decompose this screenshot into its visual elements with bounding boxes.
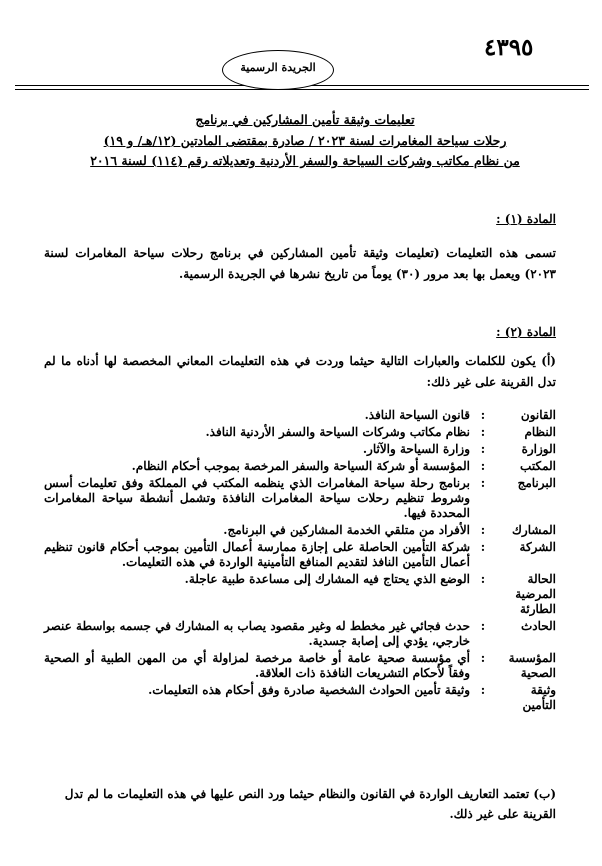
definition-row: الشركة : شركة التأمين الحاصلة على إجازة ممارسة أعمال التأمين بموجب أحكام قانون تنظيم أعمال التأمين النافذ لتقديم المنافع التأمينية الواردة في هذه التعليمات. bbox=[44, 540, 556, 569]
definition-term: الوزارة bbox=[521, 442, 556, 456]
definition-row: الحالة المرضية الطارئة : الوضع الذي يحتاج فيه المشارك إلى مساعدة طبية عاجلة. bbox=[44, 570, 556, 617]
definition-text: شركة التأمين الحاصلة على إجازة ممارسة أعمال التأمين بموجب أحكام قانون تنظيم أعمال التأمين النافذ لتقديم المنافع التأمينية الواردة في هذه التعليمات. bbox=[44, 540, 471, 569]
definition-row: الوزارة : وزارة السياحة والآثار. bbox=[44, 440, 556, 457]
article-2-heading: المادة (٢) : bbox=[496, 325, 556, 339]
definition-row: المؤسسة الصحية : أي مؤسسة صحية عامة أو خاصة مرخصة لمزاولة أي من المهن الطبية أو الصحية وفقاً لأحكام التشريعات النافذة ذات العلاقة. bbox=[44, 651, 556, 680]
document-title-line-3: من نظام مكاتب وشركات السياحة والسفر الأردنية وتعديلاته رقم (١١٤) لسنة ٢٠١٦ bbox=[90, 153, 520, 168]
definition-text: المؤسسة أو شركة السياحة والسفر المرخصة بموجب أحكام النظام. bbox=[131, 459, 470, 473]
definition-term: البرنامج bbox=[517, 476, 556, 490]
article-2-intro: (أ) يكون للكلمات والعبارات التالية حيثما وردت في هذه التعليمات المعاني المخصصة لها أدناه ما لم تدل القرينة على غير ذلك: bbox=[44, 354, 556, 389]
header-rule-bottom bbox=[15, 89, 589, 90]
definition-row: القانون : قانون السياحة النافذ. bbox=[44, 406, 556, 423]
gazette-seal bbox=[222, 50, 334, 90]
definition-text: برنامج رحلة سياحة المغامرات الذي ينظمه المكتب في المملكة وفق تعليمات أسس وشروط تنظيم رحلات سياحة المغامرات النافذة وتشمل أنشطة سياحة المغامرات المحددة فيها. bbox=[44, 476, 470, 520]
definition-term: المكتب bbox=[520, 459, 556, 473]
definition-term: وثيقة التأمين bbox=[522, 683, 556, 712]
definition-term: النظام bbox=[524, 425, 556, 439]
gazette-name: الجريدة الرسمية bbox=[240, 60, 316, 74]
page-number: ٤٣٩٥ bbox=[484, 34, 534, 61]
definition-term: الحالة المرضية الطارئة bbox=[515, 572, 556, 616]
definition-text: نظام مكاتب وشركات السياحة والسفر الأردنية النافذ. bbox=[205, 425, 470, 439]
definitions-list bbox=[44, 406, 556, 713]
document-title-line-1: تعليمات وثيقة تأمين المشاركين في برنامج bbox=[195, 112, 415, 127]
definition-row: الحادث : حدث فجائي غير مخطط له وغير مقصود يصاب به المشارك في جسمه بواسطة عنصر خارجي، يؤدي إلى إصابة جسدية. bbox=[44, 619, 556, 648]
definition-text: الوضع الذي يحتاج فيه المشارك إلى مساعدة طبية عاجلة. bbox=[184, 572, 470, 586]
definition-term: المشارك bbox=[512, 523, 556, 537]
definition-text: أي مؤسسة صحية عامة أو خاصة مرخصة لمزاولة أي من المهن الطبية أو الصحية وفقاً لأحكام التشريعات النافذة ذات العلاقة. bbox=[44, 651, 470, 680]
definition-text: وثيقة تأمين الحوادث الشخصية صادرة وفق أحكام هذه التعليمات. bbox=[148, 683, 470, 697]
definition-term: المؤسسة الصحية bbox=[508, 651, 556, 680]
definition-text: حدث فجائي غير مخطط له وغير مقصود يصاب به المشارك في جسمه بواسطة عنصر خارجي، يؤدي إلى إصابة جسدية. bbox=[44, 619, 470, 648]
article-1-text: تسمى هذه التعليمات (تعليمات وثيقة تأمين المشاركين في برنامج رحلات سياحة المغامرات لسنة ٢٠٢٣) ويعمل بها بعد مرور (٣٠) يوماً من تاريخ نشرها في الجريدة الرسمية. bbox=[44, 246, 556, 281]
definition-text: وزارة السياحة والآثار. bbox=[362, 442, 470, 456]
definition-row: وثيقة التأمين : وثيقة تأمين الحوادث الشخصية صادرة وفق أحكام هذه التعليمات. bbox=[44, 681, 556, 713]
definition-term: الشركة bbox=[519, 540, 556, 554]
definition-term: القانون bbox=[520, 408, 556, 422]
definition-text: الأفراد من متلقي الخدمة المشاركين في البرنامج. bbox=[223, 523, 470, 537]
definition-row: النظام : نظام مكاتب وشركات السياحة والسفر الأردنية النافذ. bbox=[44, 423, 556, 440]
article-2-paragraph-b: (ب) تعتمد التعاريف الواردة في القانون والنظام حيثما ورد النص عليها في هذه التعليمات ما لم تدل القرينة على غير ذلك. bbox=[64, 787, 556, 821]
definition-text: قانون السياحة النافذ. bbox=[364, 408, 470, 422]
article-1-heading: المادة (١) : bbox=[496, 212, 556, 226]
definition-row: البرنامج : برنامج رحلة سياحة المغامرات الذي ينظمه المكتب في المملكة وفق تعليمات أسس وشروط تنظيم رحلات سياحة المغامرات النافذة وتشمل أنشطة سياحة المغامرات المحددة فيها. bbox=[44, 476, 556, 520]
definition-row: المشارك : الأفراد من متلقي الخدمة المشاركين في البرنامج. bbox=[44, 521, 556, 538]
definition-term: الحادث bbox=[520, 619, 556, 633]
definition-row: المكتب : المؤسسة أو شركة السياحة والسفر المرخصة بموجب أحكام النظام. bbox=[44, 457, 556, 474]
document-title-line-2: رحلات سياحة المغامرات لسنة ٢٠٢٣ / صادرة بمقتضى المادتين (١٢/هـ/ و ١٩) bbox=[103, 133, 507, 148]
